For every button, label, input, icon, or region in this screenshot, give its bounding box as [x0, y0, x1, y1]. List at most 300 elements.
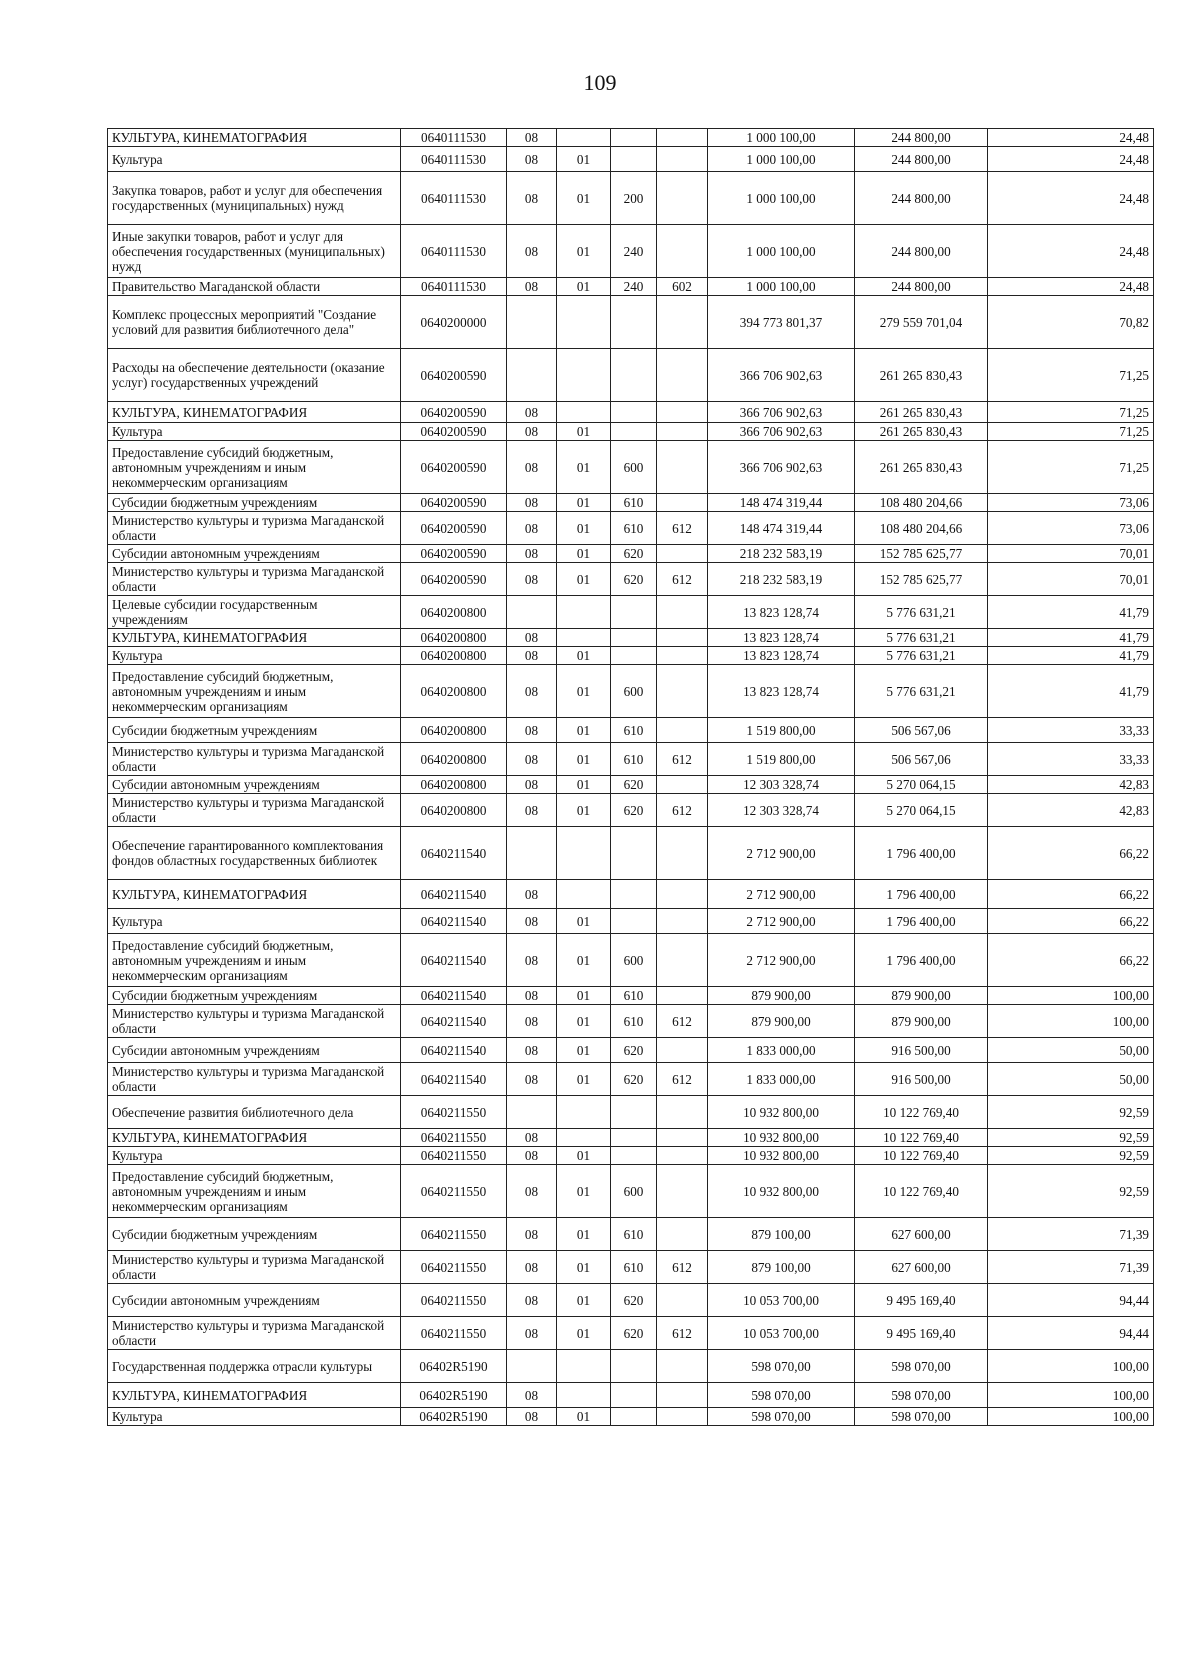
table-row: [108, 278, 1154, 296]
row-planned-amount: 2 712 900,00: [708, 880, 855, 909]
row-subsection: 01: [557, 665, 611, 718]
row-budget-manager: 612: [657, 794, 708, 827]
row-subsection: [557, 402, 611, 423]
row-budget-manager: [657, 934, 708, 987]
row-target-article: 0640200590: [401, 441, 507, 494]
row-name: Субсидии бюджетным учреждениям: [108, 1218, 401, 1251]
row-actual-amount: 916 500,00: [855, 1063, 988, 1096]
row-subsection: 01: [557, 545, 611, 563]
row-subsection: 01: [557, 147, 611, 172]
row-expense-type: [611, 1129, 657, 1147]
row-section: 08: [507, 1284, 557, 1317]
row-expense-type: [611, 296, 657, 349]
row-execution-percent: 66,22: [988, 934, 1154, 987]
row-execution-percent: 71,25: [988, 402, 1154, 423]
table-row: [108, 129, 1154, 147]
row-budget-manager: 612: [657, 563, 708, 596]
row-budget-manager: [657, 1129, 708, 1147]
table-row: [108, 147, 1154, 172]
row-execution-percent: 24,48: [988, 147, 1154, 172]
row-subsection: 01: [557, 1005, 611, 1038]
table-row: [108, 349, 1154, 402]
row-budget-manager: [657, 349, 708, 402]
row-name: Субсидии бюджетным учреждениям: [108, 718, 401, 743]
row-budget-manager: 612: [657, 1063, 708, 1096]
row-expense-type: 620: [611, 1063, 657, 1096]
row-section: 08: [507, 1383, 557, 1408]
row-execution-percent: 71,25: [988, 349, 1154, 402]
row-execution-percent: 92,59: [988, 1096, 1154, 1129]
row-expense-type: [611, 629, 657, 647]
row-name: Субсидии автономным учреждениям: [108, 776, 401, 794]
row-execution-percent: 70,01: [988, 545, 1154, 563]
budget-table: [107, 128, 1154, 1426]
row-planned-amount: 2 712 900,00: [708, 827, 855, 880]
row-planned-amount: 394 773 801,37: [708, 296, 855, 349]
row-planned-amount: 10 053 700,00: [708, 1317, 855, 1350]
row-budget-manager: 612: [657, 1251, 708, 1284]
row-section: [507, 596, 557, 629]
row-execution-percent: 41,79: [988, 629, 1154, 647]
row-section: 08: [507, 776, 557, 794]
row-section: 08: [507, 1218, 557, 1251]
row-expense-type: 610: [611, 718, 657, 743]
row-planned-amount: 12 303 328,74: [708, 776, 855, 794]
row-planned-amount: 366 706 902,63: [708, 441, 855, 494]
row-target-article: 0640200590: [401, 402, 507, 423]
row-name: Предоставление субсидий бюджетным, автономным учреждениям и иным некоммерческим организациям: [108, 934, 401, 987]
row-expense-type: [611, 402, 657, 423]
row-budget-manager: 612: [657, 1005, 708, 1038]
table-row: [108, 545, 1154, 563]
row-section: 08: [507, 563, 557, 596]
row-target-article: 0640200800: [401, 794, 507, 827]
row-target-article: 06402R5190: [401, 1350, 507, 1383]
row-section: 08: [507, 441, 557, 494]
row-planned-amount: 1 000 100,00: [708, 278, 855, 296]
row-execution-percent: 33,33: [988, 718, 1154, 743]
row-expense-type: 600: [611, 934, 657, 987]
row-name: Культура: [108, 1408, 401, 1426]
row-planned-amount: 13 823 128,74: [708, 647, 855, 665]
row-expense-type: [611, 1096, 657, 1129]
row-target-article: 0640111530: [401, 147, 507, 172]
row-execution-percent: 92,59: [988, 1165, 1154, 1218]
table-row: [108, 665, 1154, 718]
row-actual-amount: 108 480 204,66: [855, 494, 988, 512]
row-section: 08: [507, 880, 557, 909]
table-row: [108, 1218, 1154, 1251]
table-row: [108, 794, 1154, 827]
row-subsection: 01: [557, 647, 611, 665]
row-actual-amount: 5 270 064,15: [855, 794, 988, 827]
row-section: 08: [507, 1063, 557, 1096]
row-subsection: 01: [557, 794, 611, 827]
row-target-article: 06402R5190: [401, 1408, 507, 1426]
row-expense-type: [611, 423, 657, 441]
row-budget-manager: [657, 1284, 708, 1317]
row-planned-amount: 598 070,00: [708, 1408, 855, 1426]
row-section: 08: [507, 647, 557, 665]
table-row: [108, 987, 1154, 1005]
row-planned-amount: 879 900,00: [708, 1005, 855, 1038]
row-actual-amount: 506 567,06: [855, 718, 988, 743]
row-actual-amount: 1 796 400,00: [855, 827, 988, 880]
row-target-article: 0640200800: [401, 776, 507, 794]
row-execution-percent: 100,00: [988, 1383, 1154, 1408]
row-target-article: 0640200590: [401, 563, 507, 596]
row-section: 08: [507, 1038, 557, 1063]
row-name: Министерство культуры и туризма Магаданской области: [108, 743, 401, 776]
row-subsection: 01: [557, 776, 611, 794]
row-actual-amount: 10 122 769,40: [855, 1129, 988, 1147]
row-name: Предоставление субсидий бюджетным, автономным учреждениям и иным некоммерческим организациям: [108, 1165, 401, 1218]
row-execution-percent: 41,79: [988, 647, 1154, 665]
row-actual-amount: 261 265 830,43: [855, 402, 988, 423]
row-budget-manager: [657, 172, 708, 225]
row-subsection: 01: [557, 1317, 611, 1350]
row-expense-type: 600: [611, 665, 657, 718]
row-expense-type: 620: [611, 794, 657, 827]
row-budget-manager: 602: [657, 278, 708, 296]
row-actual-amount: 10 122 769,40: [855, 1147, 988, 1165]
row-target-article: 0640211550: [401, 1129, 507, 1147]
row-execution-percent: 24,48: [988, 278, 1154, 296]
row-target-article: 0640200800: [401, 629, 507, 647]
table-row: [108, 225, 1154, 278]
row-name: Субсидии автономным учреждениям: [108, 1284, 401, 1317]
row-name: Субсидии бюджетным учреждениям: [108, 987, 401, 1005]
row-subsection: 01: [557, 934, 611, 987]
row-subsection: 01: [557, 225, 611, 278]
table-row: [108, 1350, 1154, 1383]
row-execution-percent: 24,48: [988, 225, 1154, 278]
row-expense-type: [611, 1408, 657, 1426]
row-section: [507, 1350, 557, 1383]
row-target-article: 0640111530: [401, 129, 507, 147]
row-expense-type: [611, 129, 657, 147]
row-section: 08: [507, 934, 557, 987]
row-subsection: 01: [557, 1408, 611, 1426]
row-name: Обеспечение гарантированного комплектования фондов областных государственных библиотек: [108, 827, 401, 880]
row-execution-percent: 70,01: [988, 563, 1154, 596]
row-actual-amount: 279 559 701,04: [855, 296, 988, 349]
table-row: [108, 563, 1154, 596]
table-row: [108, 1147, 1154, 1165]
row-name: Министерство культуры и туризма Магаданской области: [108, 794, 401, 827]
row-actual-amount: 244 800,00: [855, 129, 988, 147]
row-section: 08: [507, 278, 557, 296]
row-budget-manager: [657, 665, 708, 718]
row-budget-manager: [657, 1218, 708, 1251]
row-name: Культура: [108, 647, 401, 665]
row-expense-type: 240: [611, 225, 657, 278]
row-planned-amount: 366 706 902,63: [708, 423, 855, 441]
row-name: Закупка товаров, работ и услуг для обеспечения государственных (муниципальных) нужд: [108, 172, 401, 225]
row-execution-percent: 94,44: [988, 1284, 1154, 1317]
row-planned-amount: 13 823 128,74: [708, 665, 855, 718]
row-expense-type: [611, 827, 657, 880]
row-expense-type: 610: [611, 987, 657, 1005]
row-planned-amount: 1 000 100,00: [708, 147, 855, 172]
row-target-article: 0640211540: [401, 987, 507, 1005]
row-target-article: 0640200590: [401, 349, 507, 402]
row-expense-type: 610: [611, 743, 657, 776]
row-expense-type: 620: [611, 1317, 657, 1350]
row-execution-percent: 66,22: [988, 909, 1154, 934]
row-name: КУЛЬТУРА, КИНЕМАТОГРАФИЯ: [108, 629, 401, 647]
row-execution-percent: 92,59: [988, 1129, 1154, 1147]
row-actual-amount: 244 800,00: [855, 225, 988, 278]
row-section: 08: [507, 402, 557, 423]
table-row: [108, 1165, 1154, 1218]
row-target-article: 0640200800: [401, 743, 507, 776]
row-budget-manager: [657, 827, 708, 880]
row-planned-amount: 13 823 128,74: [708, 629, 855, 647]
row-planned-amount: 1 833 000,00: [708, 1063, 855, 1096]
row-target-article: 0640211550: [401, 1251, 507, 1284]
table-row: [108, 909, 1154, 934]
row-execution-percent: 100,00: [988, 1408, 1154, 1426]
table-row: [108, 934, 1154, 987]
table-row: [108, 1096, 1154, 1129]
row-target-article: 0640111530: [401, 172, 507, 225]
row-name: КУЛЬТУРА, КИНЕМАТОГРАФИЯ: [108, 402, 401, 423]
row-name: Иные закупки товаров, работ и услуг для обеспечения государственных (муниципальных) нужд: [108, 225, 401, 278]
table-row: [108, 880, 1154, 909]
row-budget-manager: [657, 1096, 708, 1129]
row-actual-amount: 598 070,00: [855, 1350, 988, 1383]
row-subsection: [557, 296, 611, 349]
row-execution-percent: 94,44: [988, 1317, 1154, 1350]
row-actual-amount: 10 122 769,40: [855, 1165, 988, 1218]
row-actual-amount: 244 800,00: [855, 147, 988, 172]
row-planned-amount: 218 232 583,19: [708, 545, 855, 563]
row-expense-type: 610: [611, 1005, 657, 1038]
row-target-article: 0640211550: [401, 1147, 507, 1165]
row-target-article: 0640211540: [401, 909, 507, 934]
row-budget-manager: [657, 147, 708, 172]
table-row: [108, 1038, 1154, 1063]
table-row: [108, 1129, 1154, 1147]
row-name: Культура: [108, 1147, 401, 1165]
row-planned-amount: 13 823 128,74: [708, 596, 855, 629]
row-target-article: 0640211540: [401, 1038, 507, 1063]
row-subsection: [557, 596, 611, 629]
row-execution-percent: 66,22: [988, 827, 1154, 880]
row-subsection: [557, 880, 611, 909]
row-section: 08: [507, 1408, 557, 1426]
row-budget-manager: [657, 1350, 708, 1383]
row-target-article: 0640200800: [401, 596, 507, 629]
row-budget-manager: [657, 1408, 708, 1426]
row-budget-manager: 612: [657, 1317, 708, 1350]
row-subsection: 01: [557, 909, 611, 934]
row-section: 08: [507, 512, 557, 545]
row-planned-amount: 1 000 100,00: [708, 172, 855, 225]
row-execution-percent: 100,00: [988, 1350, 1154, 1383]
row-budget-manager: [657, 776, 708, 794]
row-name: Комплекс процессных мероприятий "Создание условий для развития библиотечного дела": [108, 296, 401, 349]
row-subsection: 01: [557, 987, 611, 1005]
table-row: [108, 423, 1154, 441]
row-execution-percent: 42,83: [988, 776, 1154, 794]
table-row: [108, 1317, 1154, 1350]
table-row: [108, 172, 1154, 225]
row-execution-percent: 66,22: [988, 880, 1154, 909]
row-section: 08: [507, 1317, 557, 1350]
row-execution-percent: 71,39: [988, 1218, 1154, 1251]
row-budget-manager: [657, 545, 708, 563]
row-budget-manager: [657, 441, 708, 494]
row-target-article: 0640211550: [401, 1218, 507, 1251]
row-expense-type: 240: [611, 278, 657, 296]
row-actual-amount: 152 785 625,77: [855, 563, 988, 596]
row-expense-type: 620: [611, 545, 657, 563]
row-section: 08: [507, 172, 557, 225]
row-budget-manager: [657, 296, 708, 349]
row-budget-manager: [657, 1038, 708, 1063]
row-actual-amount: 261 265 830,43: [855, 349, 988, 402]
row-subsection: 01: [557, 563, 611, 596]
row-planned-amount: 598 070,00: [708, 1383, 855, 1408]
row-expense-type: 610: [611, 1218, 657, 1251]
row-actual-amount: 5 776 631,21: [855, 665, 988, 718]
row-section: 08: [507, 545, 557, 563]
row-target-article: 0640200800: [401, 718, 507, 743]
row-subsection: [557, 349, 611, 402]
row-name: Культура: [108, 147, 401, 172]
row-section: 08: [507, 794, 557, 827]
row-expense-type: 610: [611, 512, 657, 545]
row-section: 08: [507, 225, 557, 278]
row-subsection: 01: [557, 1038, 611, 1063]
row-section: 08: [507, 987, 557, 1005]
row-expense-type: [611, 147, 657, 172]
row-execution-percent: 33,33: [988, 743, 1154, 776]
row-name: Субсидии бюджетным учреждениям: [108, 494, 401, 512]
row-actual-amount: 10 122 769,40: [855, 1096, 988, 1129]
row-execution-percent: 100,00: [988, 1005, 1154, 1038]
row-subsection: [557, 129, 611, 147]
row-name: Культура: [108, 909, 401, 934]
row-section: 08: [507, 629, 557, 647]
table-row: [108, 1005, 1154, 1038]
row-subsection: [557, 1096, 611, 1129]
row-budget-manager: [657, 909, 708, 934]
table-row: [108, 629, 1154, 647]
row-subsection: 01: [557, 494, 611, 512]
row-name: КУЛЬТУРА, КИНЕМАТОГРАФИЯ: [108, 880, 401, 909]
row-subsection: [557, 629, 611, 647]
row-subsection: [557, 1350, 611, 1383]
row-name: Министерство культуры и туризма Магаданской области: [108, 563, 401, 596]
row-execution-percent: 100,00: [988, 987, 1154, 1005]
row-name: Министерство культуры и туризма Магаданской области: [108, 512, 401, 545]
row-target-article: 0640211550: [401, 1284, 507, 1317]
row-section: [507, 1096, 557, 1129]
row-planned-amount: 1 000 100,00: [708, 225, 855, 278]
row-planned-amount: 10 932 800,00: [708, 1129, 855, 1147]
row-planned-amount: 12 303 328,74: [708, 794, 855, 827]
table-row: [108, 827, 1154, 880]
row-expense-type: 610: [611, 1251, 657, 1284]
row-subsection: 01: [557, 1063, 611, 1096]
row-planned-amount: 879 900,00: [708, 987, 855, 1005]
row-target-article: 0640200590: [401, 545, 507, 563]
row-subsection: [557, 1383, 611, 1408]
row-section: 08: [507, 1165, 557, 1218]
row-section: 08: [507, 1129, 557, 1147]
row-name: Правительство Магаданской области: [108, 278, 401, 296]
row-execution-percent: 24,48: [988, 129, 1154, 147]
row-expense-type: 200: [611, 172, 657, 225]
row-budget-manager: [657, 629, 708, 647]
row-actual-amount: 1 796 400,00: [855, 880, 988, 909]
row-budget-manager: [657, 718, 708, 743]
row-execution-percent: 41,79: [988, 665, 1154, 718]
row-name: Расходы на обеспечение деятельности (оказание услуг) государственных учреждений: [108, 349, 401, 402]
row-budget-manager: 612: [657, 743, 708, 776]
row-actual-amount: 9 495 169,40: [855, 1317, 988, 1350]
row-name: Субсидии автономным учреждениям: [108, 1038, 401, 1063]
row-budget-manager: [657, 1383, 708, 1408]
table-row: [108, 647, 1154, 665]
row-planned-amount: 2 712 900,00: [708, 909, 855, 934]
row-actual-amount: 5 270 064,15: [855, 776, 988, 794]
row-actual-amount: 879 900,00: [855, 1005, 988, 1038]
row-planned-amount: 1 519 800,00: [708, 743, 855, 776]
row-expense-type: 600: [611, 1165, 657, 1218]
row-expense-type: 620: [611, 776, 657, 794]
row-execution-percent: 50,00: [988, 1063, 1154, 1096]
row-actual-amount: 152 785 625,77: [855, 545, 988, 563]
row-actual-amount: 261 265 830,43: [855, 423, 988, 441]
row-expense-type: 620: [611, 1284, 657, 1317]
row-name: Обеспечение развития библиотечного дела: [108, 1096, 401, 1129]
table-row: [108, 494, 1154, 512]
row-actual-amount: 108 480 204,66: [855, 512, 988, 545]
row-planned-amount: 1 519 800,00: [708, 718, 855, 743]
row-section: 08: [507, 494, 557, 512]
row-target-article: 0640200590: [401, 423, 507, 441]
row-name: Министерство культуры и туризма Магаданской области: [108, 1063, 401, 1096]
row-actual-amount: 5 776 631,21: [855, 629, 988, 647]
row-section: 08: [507, 743, 557, 776]
row-name: Культура: [108, 423, 401, 441]
row-target-article: 0640200590: [401, 494, 507, 512]
row-subsection: 01: [557, 1165, 611, 1218]
row-planned-amount: 10 932 800,00: [708, 1147, 855, 1165]
row-subsection: 01: [557, 1218, 611, 1251]
row-actual-amount: 1 796 400,00: [855, 934, 988, 987]
table-row: [108, 1408, 1154, 1426]
row-target-article: 0640211540: [401, 1005, 507, 1038]
row-name: Министерство культуры и туризма Магаданской области: [108, 1317, 401, 1350]
budget-table-body: [108, 129, 1154, 1426]
row-subsection: 01: [557, 743, 611, 776]
table-row: [108, 1063, 1154, 1096]
table-row: [108, 296, 1154, 349]
row-planned-amount: 2 712 900,00: [708, 934, 855, 987]
table-row: [108, 402, 1154, 423]
table-row: [108, 1251, 1154, 1284]
row-execution-percent: 71,25: [988, 423, 1154, 441]
row-section: [507, 296, 557, 349]
row-subsection: 01: [557, 1284, 611, 1317]
row-budget-manager: [657, 494, 708, 512]
row-actual-amount: 879 900,00: [855, 987, 988, 1005]
